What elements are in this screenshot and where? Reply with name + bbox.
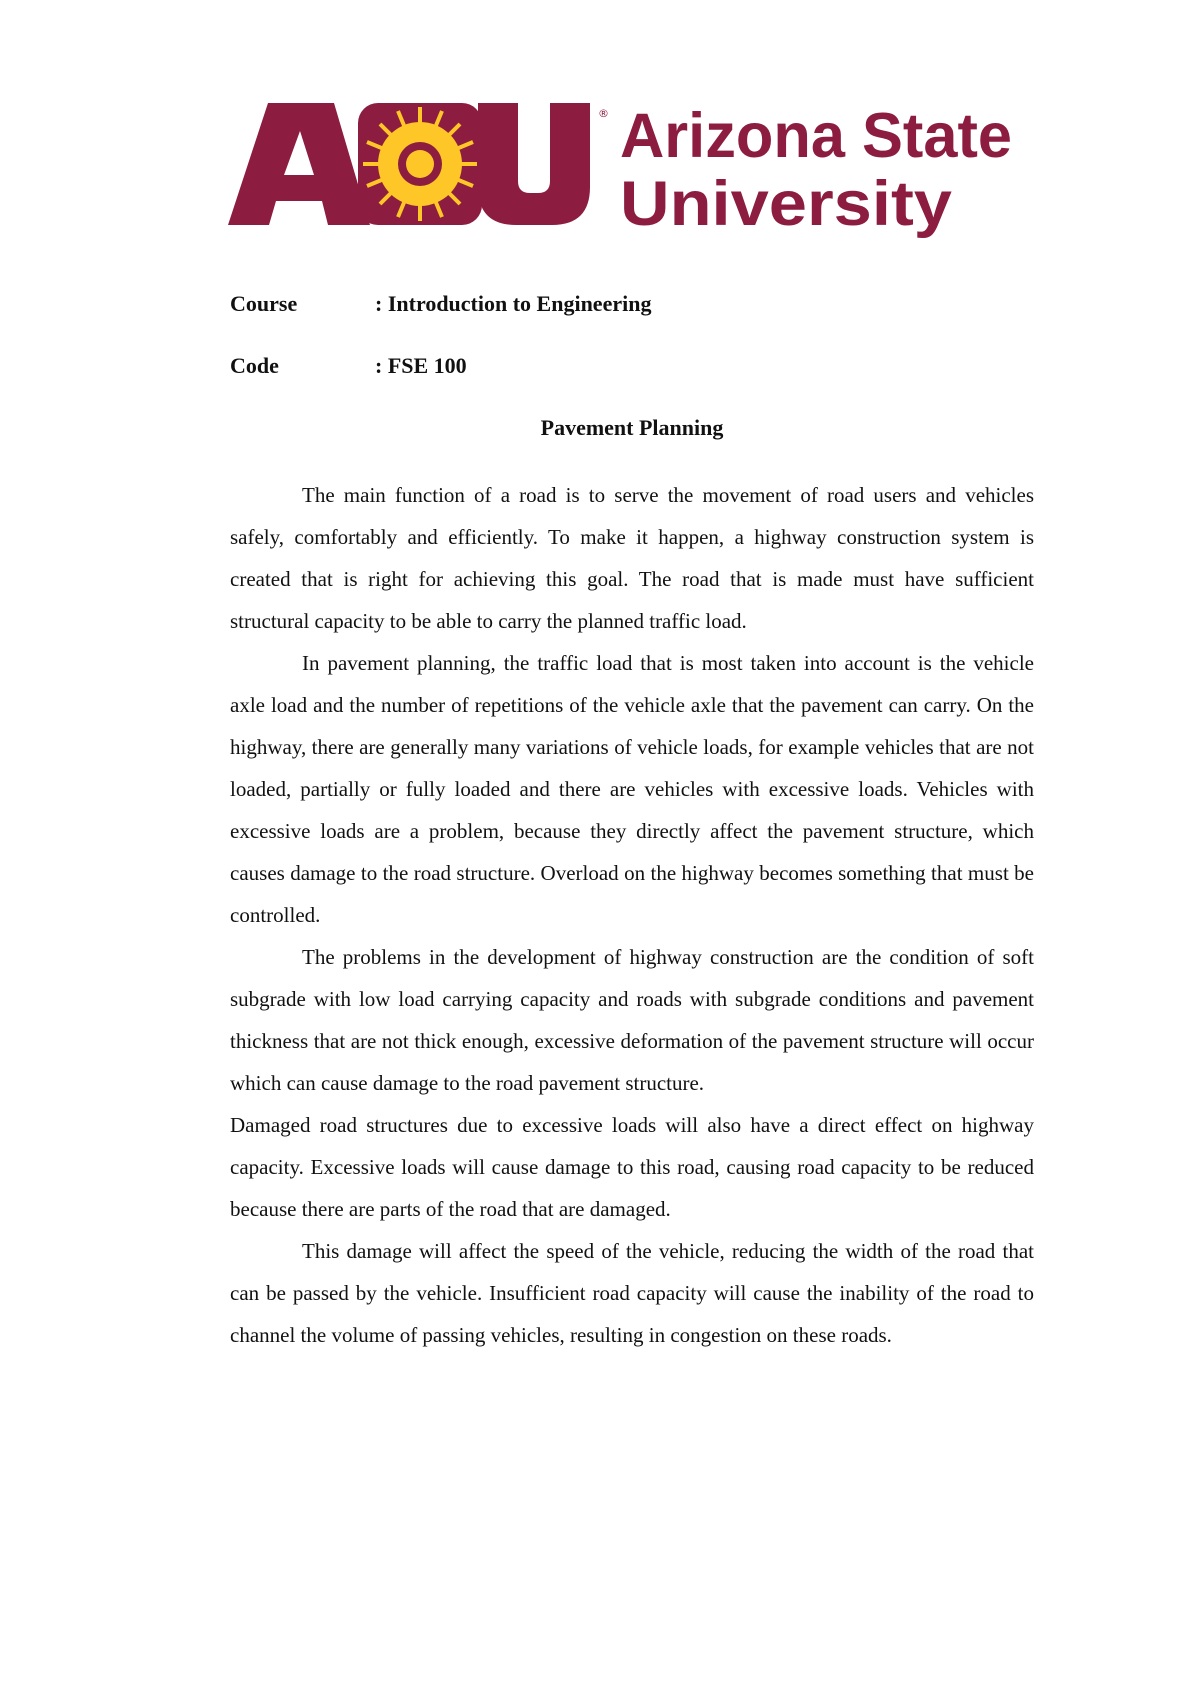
code-value: : FSE 100 [375,353,467,378]
body-paragraphs [230,474,1034,1356]
paragraph: In pavement planning, the traffic load that is most taken into account is the vehicle axle load and the number of repetitions of the vehicle axle that the pavement can carry. On the highway, there are generally many variations of vehicle loads, for example vehicles that are not loaded, partially or fully loaded and there are vehicles with excessive loads. Vehicles with excessive loads are a problem, because they directly affect the pavement structure, which causes damage to the road structure. Overload on the highway becomes something that must be controlled. [230,651,1034,927]
code-label: Code [230,353,279,378]
registered-mark: ® [598,107,609,120]
logo-letter-u [478,103,590,225]
course-value: : Introduction to Engineering [375,291,652,316]
course-row [230,288,1034,320]
sun-icon [363,107,477,221]
page-title: Pavement Planning [540,415,724,440]
paragraph: The main function of a road is to serve the movement of road users and vehicles safely, comfortably and efficiently. To make it happen, a highway construction system is created that is right for achieving this goal. The road that is made must have sufficient structural capacity to be able to carry the planned traffic load. [230,483,1034,633]
paragraph: The problems in the development of highway construction are the condition of soft subgrade with low load carrying capacity and roads with subgrade conditions and pavement thickness that are not thick enough, excessive deformation of the pavement structure will occur which can cause damage to the road pavement structure. [230,945,1034,1095]
paragraph: This damage will affect the speed of the vehicle, reducing the width of the road that can be passed by the vehicle. Insufficient road capacity will cause the inability of the road to channel the volume of passing vehicles, resulting in congestion on these roads. [230,1239,1034,1347]
paragraph: Damaged road structures due to excessive loads will also have a direct effect on highway capacity. Excessive loads will cause damage to this road, causing road capacity to be reduced because there are parts of the road that are damaged. [230,1113,1034,1221]
logo-line-1: Arizona State [620,103,1012,171]
document-body [230,288,1034,1356]
logo-line-2: University [620,169,952,239]
asu-logo [228,103,1012,243]
code-row [230,350,1034,382]
course-label: Course [230,291,298,316]
